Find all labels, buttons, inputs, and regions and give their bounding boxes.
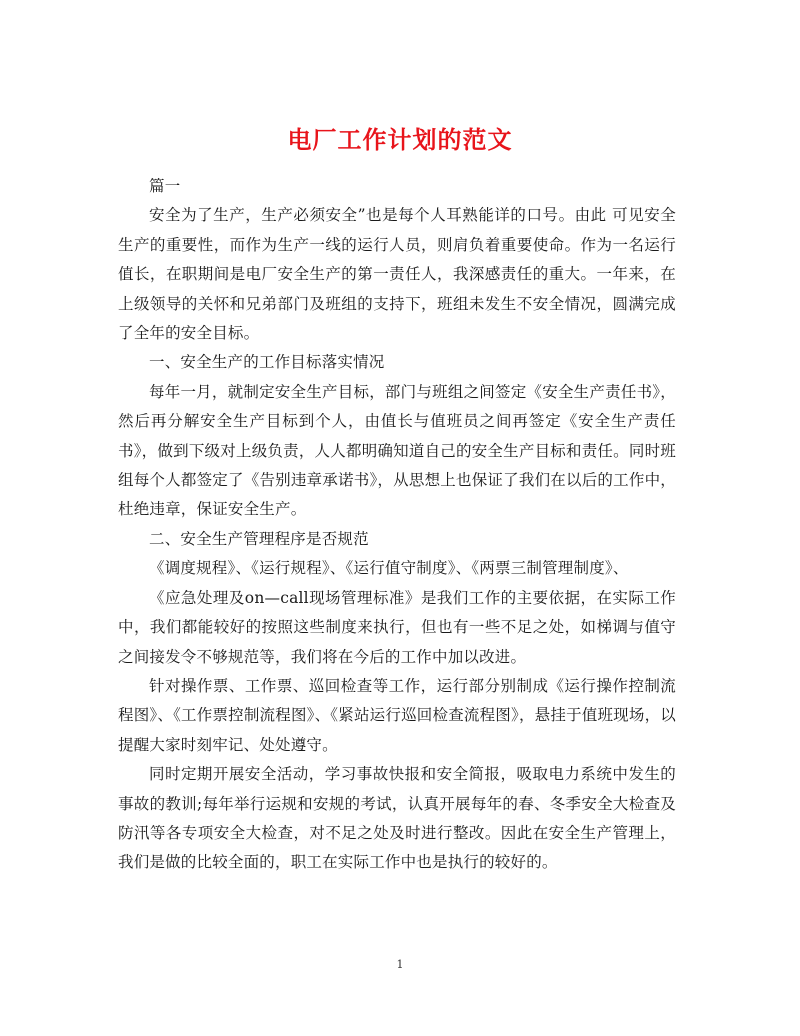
paragraph-regulations-list: 《调度规程》、《运行规程》、《运行值守制度》、《两票三制管理制度》、	[149, 559, 629, 578]
page-number: 1	[396, 958, 404, 971]
section-heading-one: 一、安全生产的工作目标落实情况	[149, 353, 385, 372]
document-body	[118, 172, 676, 878]
paragraph-safety-activities: 同时定期开展安全活动，学习事故快报和安全简报，吸取电力系统中发生的事故的教训;每年举行运规和安规的考试，认真开展每年的春、冬季安全大检查及防汛等各专项安全大检查，对不足之处及时进行整改。因此在安全生产管理上，我们是做的比较全面的，职工在实际工作中也是执行的较好的。	[118, 765, 676, 872]
document-title: 电厂工作计划的范文	[287, 125, 513, 155]
paragraph-regulations-detail: 《应急处理及on—call现场管理标准》是我们工作的主要依据，在实际工作中，我们都能较好的按照这些制度来执行，但也有一些不足之处，如梯调与值守之间接发令不够规范等，我们将在今后的工作中加以改进。	[118, 588, 676, 666]
paragraph-flowcharts: 针对操作票、工作票、巡回检查等工作，运行部分别制成《运行操作控制流程图》、《工作票控制流程图》、《紧站运行巡回检查流程图》，悬挂于值班现场，以提醒大家时刻牢记、处处遵守。	[118, 676, 676, 754]
section-heading-two: 二、安全生产管理程序是否规范	[149, 529, 369, 548]
paragraph-intro: 安全为了生产，生产必须安全”也是每个人耳熟能详的口号。由此 可见安全生产的重要性，而作为生产一线的运行人员，则肩负着重要使命。作为一名运行值长，在职期间是电厂安全生产的第一责任人，我深感责任的重大。一年来，在上级领导的关怀和兄弟部门及班组的支持下，班组未发生不安全情况，圆满完成了全年的安全目标。	[118, 206, 676, 343]
paragraph-target-implementation: 每年一月，就制定安全生产目标，部门与班组之间签定《安全生产责任书》，然后再分解安全生产目标到个人，由值长与值班员之间再签定《安全生产责任书》，做到下级对上级负责，人人都明确知道自己的安全生产目标和责任。同时班组每个人都签定了《告别违章承诺书》，从思想上也保证了我们在以后的工作中，杜绝违章，保证安全生产。	[118, 382, 676, 519]
section-heading-part-one: 篇一	[149, 177, 181, 195]
